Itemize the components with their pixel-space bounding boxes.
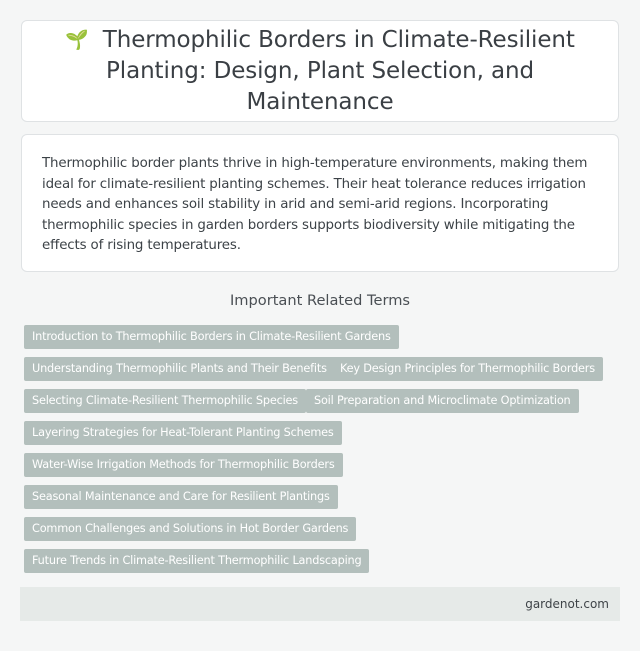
footer-bar [20,587,620,621]
term-tag-understanding-plants[interactable]: Understanding Thermophilic Plants and Their Benefits [24,357,335,381]
intro-card [21,134,619,272]
term-tag-selecting-species[interactable]: Selecting Climate-Resilient Thermophilic Species [24,389,306,413]
term-tag-future-trends[interactable]: Future Trends in Climate-Resilient Thermophilic Landscaping [24,549,369,573]
term-tag-layering-strategies[interactable]: Layering Strategies for Heat-Tolerant Planting Schemes [24,421,342,445]
term-tag-common-challenges[interactable]: Common Challenges and Solutions in Hot Border Gardens [24,517,356,541]
term-tag-seasonal-maintenance[interactable]: Seasonal Maintenance and Care for Resilient Plantings [24,485,338,509]
term-tag-introduction[interactable]: Introduction to Thermophilic Borders in Climate-Resilient Gardens [24,325,399,349]
related-terms-heading: Important Related Terms [229,292,411,309]
footer-site-link[interactable]: gardenot.com [525,597,609,611]
title-card [21,20,619,122]
page-title-text: Thermophilic Borders in Climate-Resilient Planting: Design, Plant Selection, and Maintenance [102,26,575,115]
term-tag-soil-preparation[interactable]: Soil Preparation and Microclimate Optimization [306,389,579,413]
term-tag-design-principles[interactable]: Key Design Principles for Thermophilic Borders [332,357,603,381]
page-title [46,25,594,118]
term-tag-irrigation-methods[interactable]: Water-Wise Irrigation Methods for Thermophilic Borders [24,453,343,477]
intro-paragraph: Thermophilic border plants thrive in high-temperature environments, making them ideal for climate-resilient planting schemes. Their heat tolerance reduces irrigation needs and enhances soil stability in arid and semi-arid regions. Incorporating thermophilic species in garden borders supports biodiversity while mitigating the effects of rising temperatures. [42,156,588,253]
sprout-icon: 🌱 [65,28,89,51]
